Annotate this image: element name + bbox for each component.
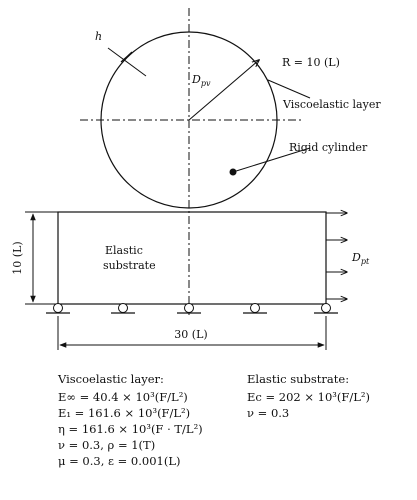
viscoelastic-params	[58, 371, 203, 469]
roller-support-3	[177, 304, 201, 314]
height-dimension-label: 10 (L)	[11, 241, 24, 275]
substrate-label-line2: substrate	[103, 259, 156, 272]
thickness-label: h	[95, 30, 103, 43]
viscoelastic-param-line: μ = 0.3, ε = 0.001(L)	[58, 454, 181, 468]
rigid-cylinder-label: Rigid cylinder	[289, 141, 368, 154]
roller-support-4	[243, 304, 267, 314]
radius-arrow	[189, 60, 259, 120]
roller-support-5	[314, 304, 338, 314]
viscoelastic-param-line: E∞ = 40.4 × 10³(F/L²)	[58, 390, 188, 404]
viscoelastic-param-line: ν = 0.3, ρ = 1(T)	[58, 438, 156, 452]
roller-support-1	[46, 304, 70, 314]
thickness-leader	[108, 48, 146, 76]
substrate-params-title: Elastic substrate:	[247, 372, 350, 386]
substrate-params	[247, 371, 370, 421]
viscoelastic-layer-leader	[268, 80, 310, 98]
substrate-label-line1: Elastic	[105, 244, 143, 257]
substrate-param-line: Ec = 202 × 10³(F/L²)	[247, 390, 370, 404]
thickness-tick	[121, 52, 132, 62]
roller-support-2	[111, 304, 135, 314]
substrate-param-line: ν = 0.3	[247, 406, 290, 420]
viscoelastic-params-title: Viscoelastic layer:	[58, 372, 164, 386]
elastic-substrate-rect	[58, 212, 326, 304]
pv-displacement-label: $D_{pv}$	[192, 73, 211, 88]
width-dimension-label: 30 (L)	[174, 328, 208, 341]
radius-label: R = 10 (L)	[282, 56, 340, 69]
viscoelastic-param-line: η = 161.6 × 10³(F · T/L²)	[58, 422, 203, 436]
pt-displacement-label: $D_{pt}$	[352, 251, 370, 266]
viscoelastic-param-line: E₁ = 161.6 × 10³(F/L²)	[58, 406, 191, 420]
viscoelastic-layer-label: Viscoelastic layer	[283, 98, 381, 111]
